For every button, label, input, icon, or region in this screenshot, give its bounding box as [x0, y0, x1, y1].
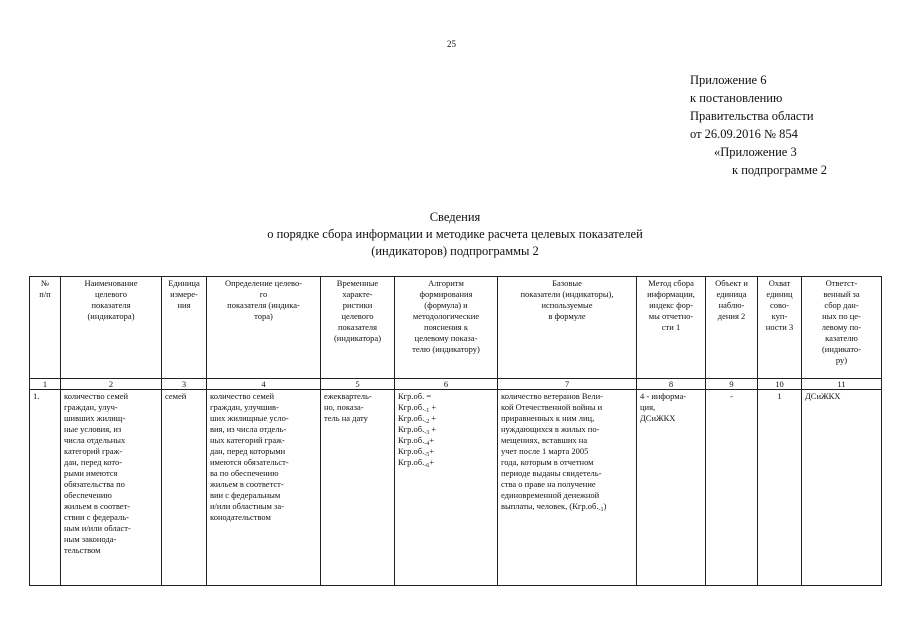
formula-variable: Кгр.об. — [398, 390, 425, 401]
unit-cell: семей — [162, 389, 207, 585]
title-line: о порядке сбора информации и методике расчета целевых показателей — [267, 227, 643, 241]
formula-variable: Кгр.об. — [398, 445, 425, 456]
column-number: 2 — [61, 378, 162, 389]
column-number: 10 — [758, 378, 802, 389]
formula-subscript: -5 — [424, 451, 430, 458]
formula-line — [398, 391, 494, 402]
formula-line — [398, 424, 494, 435]
table-header-row — [30, 277, 882, 379]
indicators-table — [29, 276, 882, 586]
appendix-line: Правительства области — [690, 109, 814, 123]
appendix-line: к постановлению — [690, 91, 783, 105]
column-number: 3 — [162, 378, 207, 389]
column-number: 5 — [321, 378, 395, 389]
responsible-cell: ДСиЖКХ — [802, 389, 882, 585]
base-indicators-text: количество ветеранов Вели- кой Отечественной войны и приравненных к ним лиц, нуждающихся в жилых по- мещениях, вставших на учет после 1 марта 2005 года, которым в отчетном периоде выданы свидетель- ства о праве на получение единовременной денежной выплаты, человек, (Кгр.об. — [501, 390, 603, 511]
header-cell: Наименование целевого показателя (индикатора) — [61, 277, 162, 379]
column-number: 7 — [498, 378, 637, 389]
header-cell: № п/п — [30, 277, 61, 379]
column-number: 9 — [706, 378, 758, 389]
appendix-line: к подпрограмме 2 — [732, 163, 827, 177]
formula-subscript: -6 — [424, 462, 430, 469]
formula-variable: Кгр.об. — [398, 423, 425, 434]
appendix-line: Приложение 6 — [690, 73, 767, 87]
formula-variable: Кгр.об. — [398, 434, 425, 445]
row-number-cell: 1. — [30, 389, 61, 585]
appendix-line: «Приложение 3 — [714, 145, 797, 159]
formula-lines — [398, 391, 494, 468]
header-cell: Ответст- венный за сбор дан- ных по це- левому по- казателю (индикато- ру) — [802, 277, 882, 379]
time-characteristics-cell: ежеквартель- но, показа- тель на дату — [321, 389, 395, 585]
formula-operator: + — [429, 434, 435, 445]
base-indicators-subscript: -1 — [598, 506, 604, 513]
column-number: 6 — [395, 378, 498, 389]
formula-line — [398, 413, 494, 424]
document-title — [190, 209, 720, 260]
coverage-cell: 1 — [758, 389, 802, 585]
formula-subscript: -3 — [424, 429, 430, 436]
base-indicators-cell — [498, 389, 637, 585]
column-number: 11 — [802, 378, 882, 389]
header-cell: Временные характе- ристики целевого показателя (индикатора) — [321, 277, 395, 379]
formula-line — [398, 446, 494, 457]
appendix-line: от 26.09.2016 № 854 — [690, 127, 798, 141]
formula-line — [398, 402, 494, 413]
formula-subscript: -2 — [424, 418, 430, 425]
header-cell: Единица измере- ния — [162, 277, 207, 379]
formula-operator: + — [429, 401, 437, 412]
page-number: 25 — [447, 39, 456, 49]
column-number-row — [30, 378, 882, 389]
header-cell: Алгоритм формирования (формула) и методологические пояснения к целевому показа- телю (индикатору) — [395, 277, 498, 379]
header-cell: Охват единиц сово- куп- ности 3 — [758, 277, 802, 379]
observation-object-cell: - — [706, 389, 758, 585]
formula-cell — [395, 389, 498, 585]
formula-operator: = — [424, 390, 432, 401]
method-cell: 4 - информа- ция, ДСиЖКХ — [637, 389, 706, 585]
indicator-name-cell: количество семей граждан, улуч- шивших жилищ- ные условия, из числа отдельных категорий граж- дан, перед кото- рыми имеются обязательства по обеспечению жильем в соответ- ствии с федераль- ным и/или област- ным законода- тельством — [61, 389, 162, 585]
definition-cell: количество семей граждан, улучшив- ших жилищные усло- вия, из числа отдель- ных категорий граж- дан, перед которыми имеются обязательст- ва по обеспечению жильем в соответст- вии с федеральным и/или областным за- конодательством — [207, 389, 321, 585]
formula-variable: Кгр.об. — [398, 401, 425, 412]
header-cell: Объект и единица наблю- дения 2 — [706, 277, 758, 379]
column-number: 4 — [207, 378, 321, 389]
formula-operator: + — [429, 445, 435, 456]
title-line: Сведения — [429, 210, 481, 224]
header-cell: Базовые показатели (индикаторы), используемые в формуле — [498, 277, 637, 379]
formula-line — [398, 457, 494, 468]
column-number: 1 — [30, 378, 61, 389]
formula-subscript: -4 — [424, 440, 430, 447]
formula-operator: + — [429, 412, 437, 423]
header-cell: Метод сбора информации, индекс фор- мы отчетно- сти 1 — [637, 277, 706, 379]
header-cell: Определение целево- го показателя (индика- тора) — [207, 277, 321, 379]
title-line: (индикаторов) подпрограммы 2 — [371, 244, 539, 258]
formula-variable: Кгр.об. — [398, 456, 425, 467]
formula-operator: + — [429, 423, 437, 434]
formula-variable: Кгр.об. — [398, 412, 425, 423]
table-row — [30, 389, 882, 585]
formula-subscript: -1 — [424, 407, 430, 414]
formula-operator: + — [429, 456, 435, 467]
base-indicators-end: ) — [603, 500, 607, 511]
column-number: 8 — [637, 378, 706, 389]
formula-line — [398, 435, 494, 446]
appendix-block — [690, 71, 827, 179]
